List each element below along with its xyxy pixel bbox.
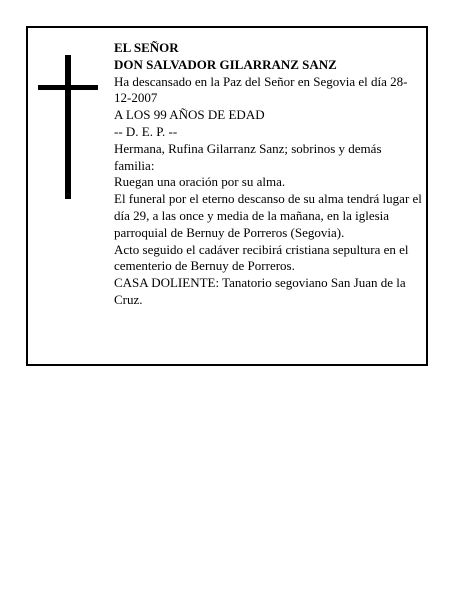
prayer-request: Ruegan una oración por su alma. <box>114 174 286 190</box>
family-line: Hermana, Rufina Gilarranz Sanz; sobrinos y demás familia: <box>114 140 382 173</box>
mourning-house: CASA DOLIENTE: Tanatorio segoviano San Juan de la Cruz. <box>114 275 406 307</box>
obituary-notice <box>26 26 428 366</box>
death-statement: Ha descansado en la Paz del Señor en Segovia el día 28-12-2007 <box>114 73 408 106</box>
cross-vertical-bar <box>65 55 71 199</box>
rip-line: -- D. E. P. -- <box>114 123 178 139</box>
notice-text-block <box>114 40 422 309</box>
age-line: A LOS 99 AÑOS DE EDAD <box>114 107 265 123</box>
burial-info: Acto seguido el cadáver recibirá cristiana sepultura en el cementerio de Bernuy de Porreros. <box>114 241 409 274</box>
cross-icon <box>38 55 98 199</box>
deceased-name: DON SALVADOR GILARRANZ SANZ <box>114 56 337 72</box>
funeral-info: El funeral por el eterno descanso de su alma tendrá lugar el día 29, a las once y media de la mañana, en la iglesia parroquial de Bernuy de Porreros (Segovia). <box>114 191 422 240</box>
cross-horizontal-bar <box>38 85 98 90</box>
notice-title-line1: EL SEÑOR <box>114 40 179 55</box>
